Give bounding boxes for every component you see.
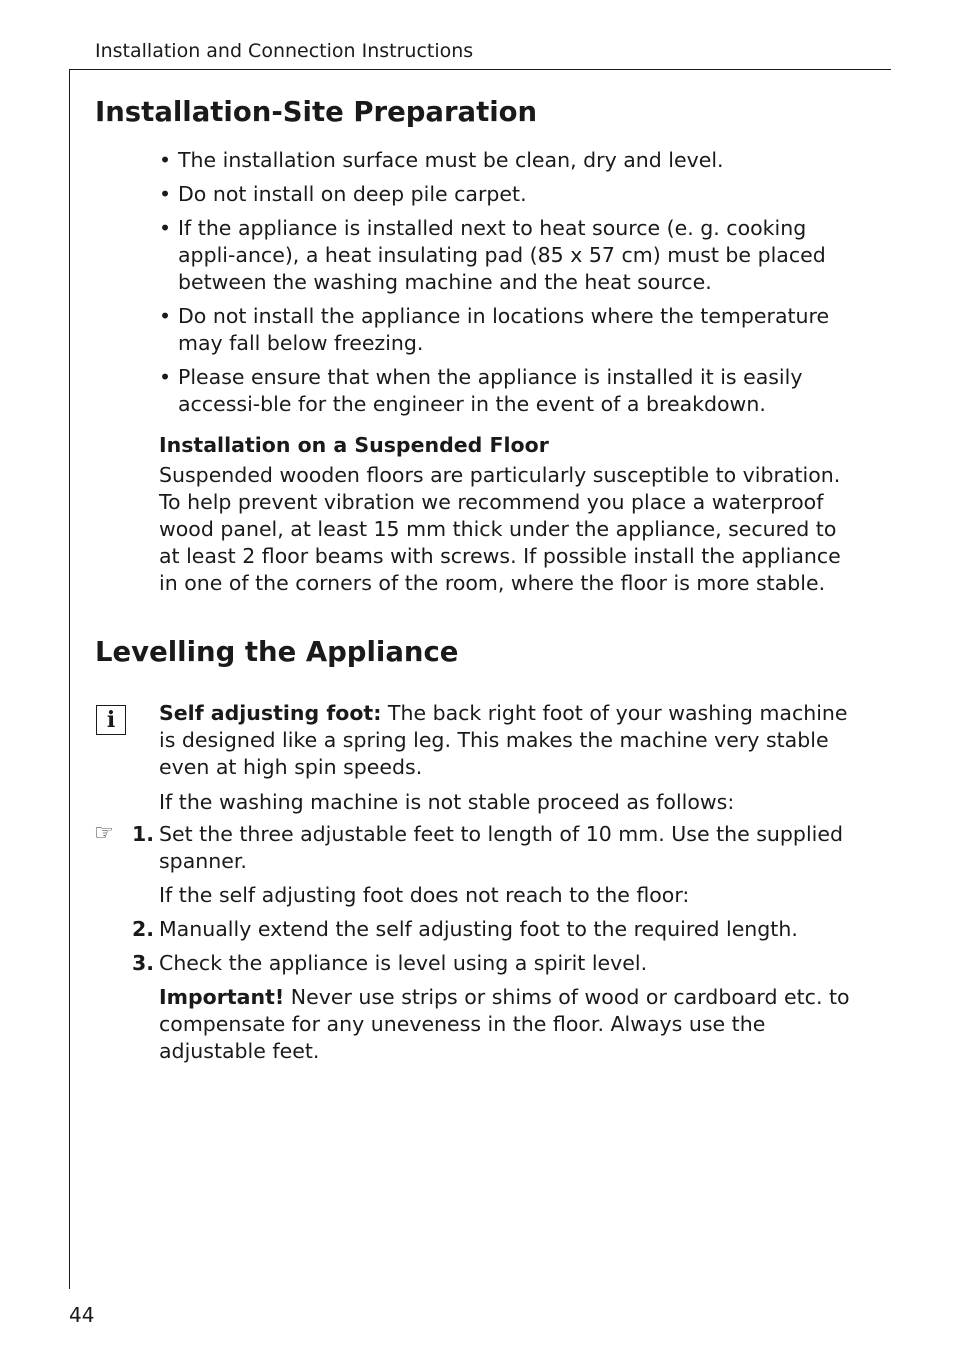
section-title-levelling: Levelling the Appliance — [95, 636, 459, 668]
step-note: If the self adjusting foot does not reach to the floor: — [159, 883, 690, 907]
subsection-title: Installation on a Suspended Floor — [159, 433, 549, 457]
info-paragraph — [159, 700, 859, 781]
bullet-glyph: • — [159, 182, 172, 206]
step-item — [130, 950, 860, 977]
step-number: 1. — [131, 822, 154, 846]
info-text: The back right foot of your washing machine is designed like a spring leg. This makes the machine very stable even at high spin speeds. — [159, 701, 848, 779]
pointing-hand-icon: ☞ — [94, 821, 114, 846]
bullet-text: The installation surface must be clean, dry and level. — [178, 148, 724, 172]
important-note — [159, 984, 859, 1065]
info-icon: i — [96, 705, 126, 735]
header-rule — [69, 69, 891, 70]
info-label: Self adjusting foot: — [159, 701, 382, 725]
page-header: Installation and Connection Instructions — [95, 40, 474, 62]
bullet-glyph: • — [159, 365, 172, 389]
bullet-text: If the appliance is installed next to heat source (e. g. cooking appli-ance), a heat insulating pad (85 x 57 cm) must be placed between the washing machine and the heat source. — [178, 216, 826, 294]
step-text: Manually extend the self adjusting foot to the required length. — [159, 917, 798, 941]
bullet-text: Please ensure that when the appliance is installed it is easily accessi-ble for the engineer in the event of a breakdown. — [178, 365, 803, 416]
step-number: 3. — [131, 951, 154, 975]
bullet-glyph: • — [159, 304, 172, 328]
bullet-glyph: • — [159, 216, 172, 240]
step-number: 2. — [131, 917, 154, 941]
bullet-glyph: • — [159, 148, 172, 172]
bullet-text: Do not install the appliance in locations where the temperature may fall below freezing. — [178, 304, 830, 355]
step-item — [130, 821, 860, 875]
bullet-text: Do not install on deep pile carpet. — [178, 182, 527, 206]
section-title-preparation: Installation-Site Preparation — [95, 96, 538, 128]
bullet-item — [159, 364, 864, 418]
page-number: 44 — [69, 1303, 95, 1327]
subsection-text: Suspended wooden floors are particularly susceptible to vibration. To help prevent vibration we recommend you place a waterproof wood panel, at least 15 mm thick under the appliance, secured to at least 2 floor beams with screws. If possible install the appliance in one of the corners of the room, where the floor is more stable. — [159, 463, 841, 595]
margin-rule — [69, 69, 70, 1289]
step-text: Set the three adjustable feet to length of 10 mm. Use the supplied spanner. — [159, 822, 843, 873]
intro-text: If the washing machine is not stable proceed as follows: — [159, 790, 735, 814]
bullet-item — [159, 147, 864, 174]
bullet-item — [159, 181, 864, 208]
step-item — [130, 916, 860, 943]
step-text: Check the appliance is level using a spirit level. — [159, 951, 648, 975]
important-text: Never use strips or shims of wood or cardboard etc. to compensate for any uneveness in the floor. Always use the adjustable feet. — [159, 985, 850, 1063]
bullet-item — [159, 303, 864, 357]
bullet-item — [159, 215, 864, 296]
important-label: Important! — [159, 985, 285, 1009]
